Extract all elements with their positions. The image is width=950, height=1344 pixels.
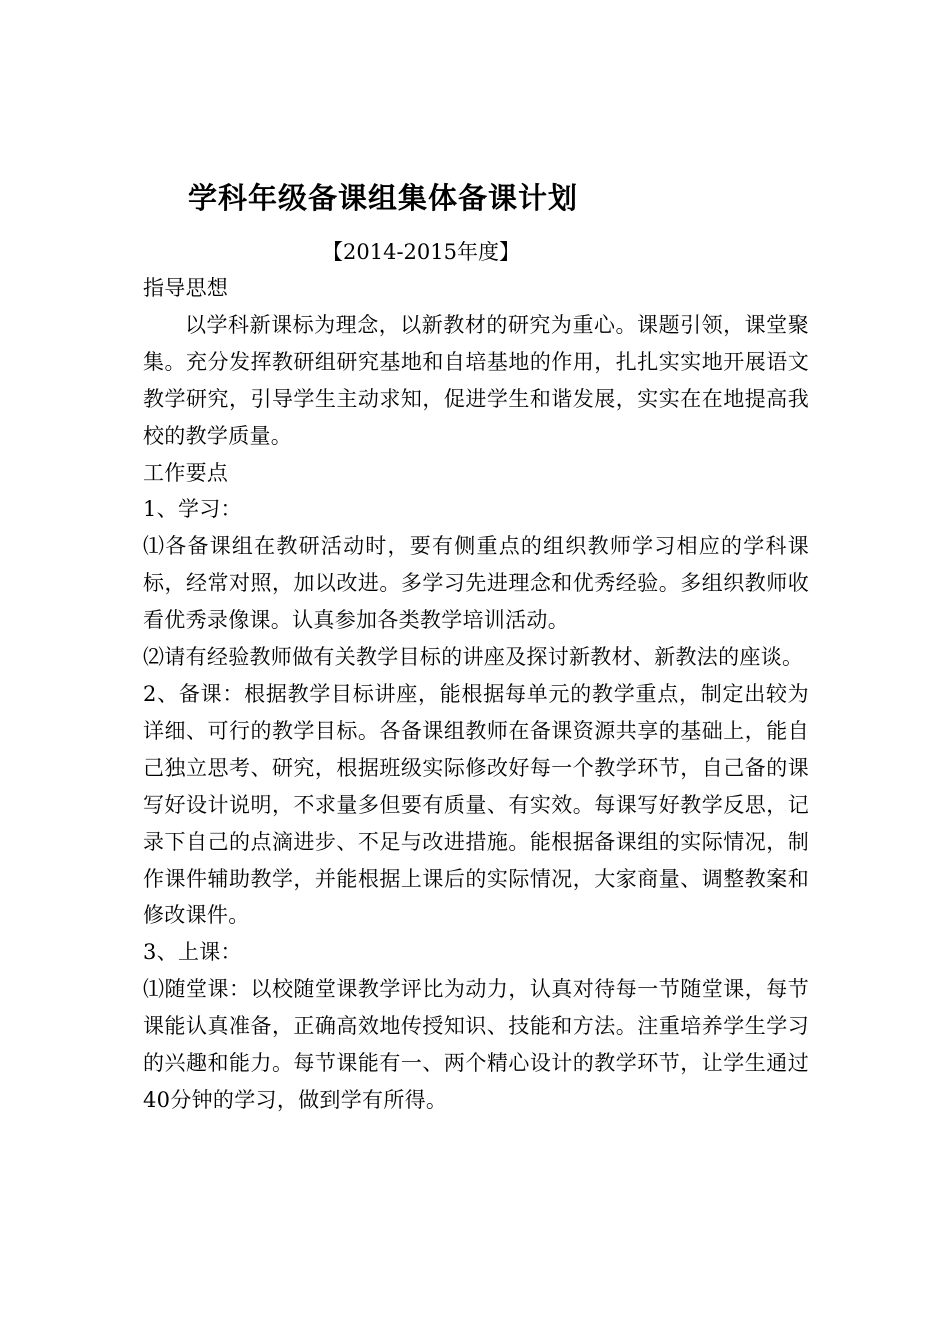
section-heading-work-points: 工作要点 <box>143 460 229 485</box>
item-heading-study: 1、学习： <box>143 497 242 522</box>
item-heading-teaching: 3、上课： <box>143 940 242 965</box>
paragraph-lesson-prep: 2、备课：根据教学目标讲座，能根据每单元的教学重点，制定出较为详细、可行的教学目标。各备课组教师在备课资源共享的基础上，能自己独立思考、研究，根据班级实际修改好每一个教学环节，自己备的课写好设计说明，不求量多但要有质量、有实效。每课写好教学反思，记录下自己的点滴进步、不足与改进措施。能根据备课组的实际情况，制作课件辅助教学，并能根据上课后的实际情况，大家商量、调整教案和修改课件。 <box>143 681 809 928</box>
paragraph-study-2: ⑵请有经验教师做有关教学目标的讲座及探讨新教材、新教法的座谈。 <box>143 645 804 670</box>
section-heading-guiding-ideology: 指导思想 <box>143 276 229 300</box>
paragraph-study-1: ⑴各备课组在教研活动时，要有侧重点的组织教师学习相应的学科课标，经常对照，加以改进。多学习先进理念和优秀经验。多组织教师收看优秀录像课。认真参加各类教学培训活动。 <box>143 534 809 633</box>
document-body <box>143 270 809 1119</box>
document-subtitle: 【2014-2015年度】 <box>322 240 520 264</box>
document-title: 学科年级备课组集体备课计划 <box>188 181 579 215</box>
paragraph-guiding-ideology: 以学科新课标为理念，以新教材的研究为重心。课题引领，课堂聚集。充分发挥教研组研究基地和自培基地的作用，扎扎实实地开展语文教学研究，引导学生主动求知，促进学生和谐发展，实实在在地提高我校的教学质量。 <box>143 312 809 448</box>
paragraph-teaching-1: ⑴随堂课：以校随堂课教学评比为动力，认真对待每一节随堂课，每节课能认真准备，正确高效地传授知识、技能和方法。注重培养学生学习的兴趣和能力。每节课能有一、两个精心设计的教学环节，让学生通过40分钟的学习，做到学有所得。 <box>143 977 809 1112</box>
